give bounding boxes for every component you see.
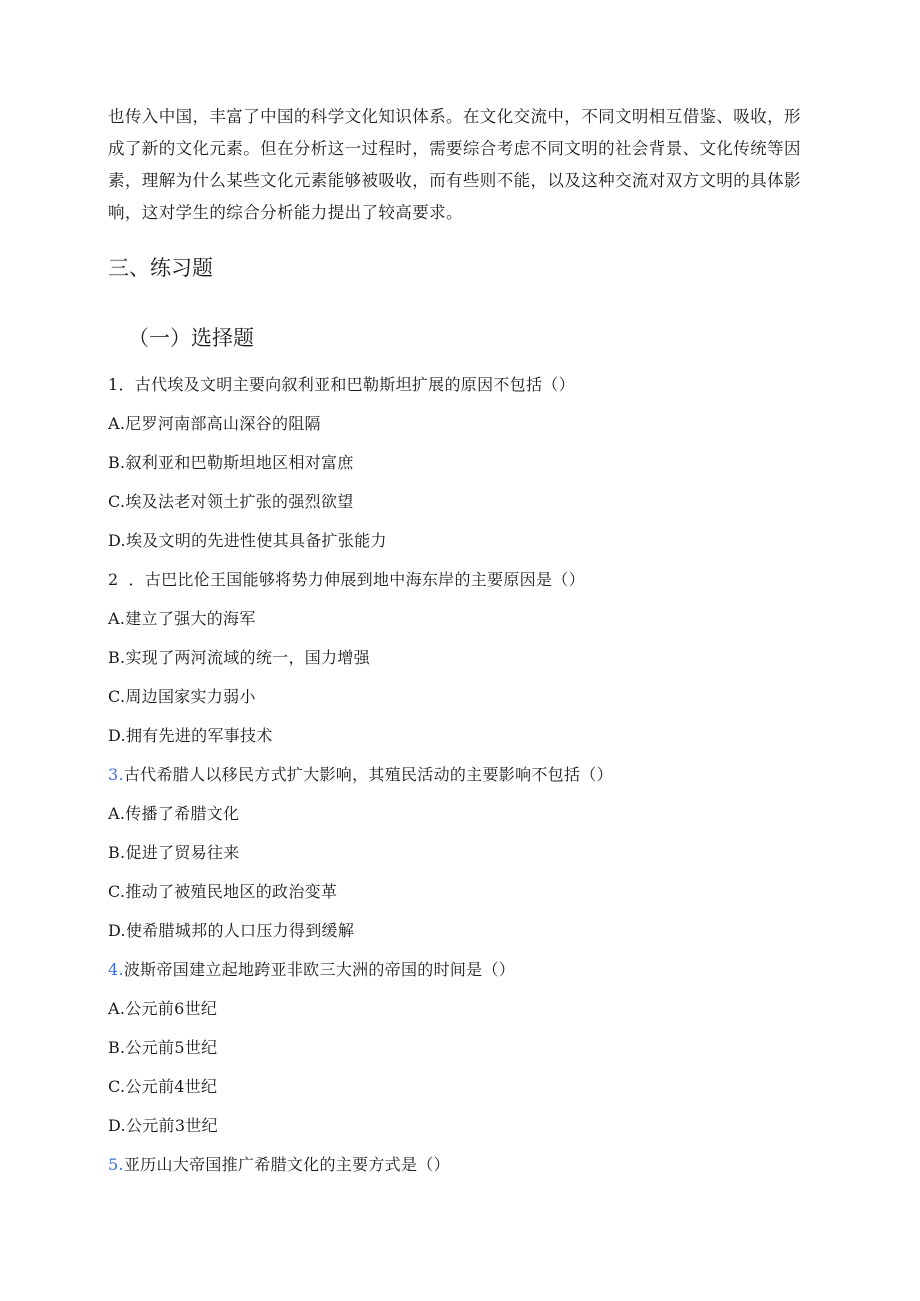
option: D.使希腊城邦的人口压力得到缓解 — [108, 921, 355, 940]
option: C.周边国家实力弱小 — [108, 687, 256, 706]
paragraph-line: 响，这对学生的综合分析能力提出了较高要求。 — [108, 203, 463, 222]
option: D.拥有先进的军事技术 — [108, 726, 273, 745]
option: C.推动了被殖民地区的政治变革 — [108, 882, 338, 901]
question-number: 3. — [108, 765, 124, 784]
question-number: 2 — [108, 570, 119, 589]
option: C.埃及法老对领土扩张的强烈欲望 — [108, 492, 354, 511]
question-4 — [108, 957, 515, 980]
question-text: ．古代埃及文明主要向叙利亚和巴勒斯坦扩展的原因不包括（） — [118, 375, 575, 394]
option: B.促进了贸易往来 — [108, 843, 240, 862]
question-text: 亚历山大帝国推广希腊文化的主要方式是（） — [123, 1155, 450, 1174]
option: B.公元前5世纪 — [108, 1038, 218, 1057]
paragraph-line: 也传入中国，丰富了中国的科学文化知识体系。在文化交流中，不同文明相互借鉴、吸收，形 — [108, 107, 801, 126]
question-text: 波斯帝国建立起地跨亚非欧三大洲的帝国的时间是（） — [123, 960, 516, 979]
question-text: ．古巴比伦王国能够将势力伸展到地中海东岸的主要原因是（） — [128, 570, 585, 589]
paragraph-line: 成了新的文化元素。但在分析这一过程时，需要综合考虑不同文明的社会背景、文化传统等因 — [108, 139, 801, 158]
question-number: 4. — [108, 960, 124, 979]
question-1 — [108, 372, 575, 395]
option: B.实现了两河流域的统一，国力增强 — [108, 648, 370, 667]
option: D.埃及文明的先进性使其具备扩张能力 — [108, 531, 387, 550]
option: A.公元前6世纪 — [108, 999, 218, 1018]
paragraph-line: 素，理解为什么某些文化元素能够被吸收，而有些则不能，以及这种交流对双方文明的具体影 — [108, 171, 801, 190]
option: B.叙利亚和巴勒斯坦地区相对富庶 — [108, 453, 354, 472]
option: A.传播了希腊文化 — [108, 804, 240, 823]
option: C.公元前4世纪 — [108, 1077, 218, 1096]
subsection-title: （一）选择题 — [128, 326, 254, 350]
option: D.公元前3世纪 — [108, 1116, 218, 1135]
question-number: 5. — [108, 1155, 124, 1174]
question-text: 古代希腊人以移民方式扩大影响，其殖民活动的主要影响不包括（） — [123, 765, 613, 784]
question-2 — [108, 567, 585, 590]
intro-paragraph — [108, 101, 808, 229]
question-5 — [108, 1152, 450, 1175]
section-title: 三、练习题 — [108, 256, 213, 280]
question-3 — [108, 762, 613, 785]
option: A.尼罗河南部高山深谷的阻隔 — [108, 414, 321, 433]
option: A.建立了强大的海军 — [108, 609, 256, 628]
question-number: 1 — [108, 375, 119, 394]
